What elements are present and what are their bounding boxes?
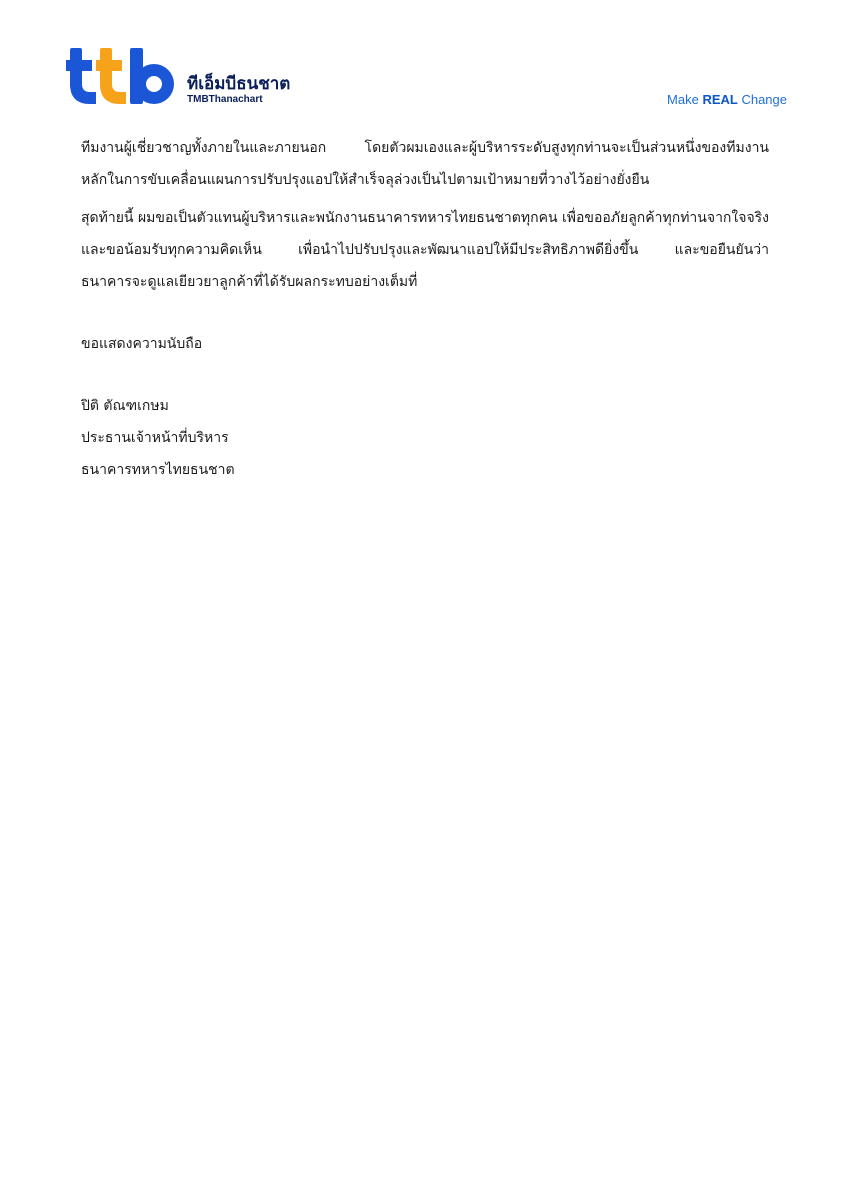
- paragraph-1: [81, 132, 769, 196]
- tagline-suffix: Change: [737, 92, 787, 107]
- letterhead: [0, 0, 849, 120]
- closing-salutation: [81, 328, 769, 360]
- letter-body: [81, 132, 769, 486]
- paragraph-1-line-2: หลักในการขับเคลื่อนแผนการปรับปรุงแอปให้สำเร็จลุล่วงเป็นไปตามเป้าหมายที่วางไว้อย่างยั่งยืน: [81, 172, 650, 188]
- tagline-prefix: Make: [667, 92, 703, 107]
- brand-name-english: TMBThanachart: [187, 94, 263, 105]
- signatory-title: ประธานเจ้าหน้าที่บริหาร: [81, 430, 229, 446]
- brand-name-thai: ทีเอ็มบีธนชาต: [187, 74, 291, 94]
- signature-block: [81, 390, 769, 486]
- paragraph-2-line-2: และขอน้อมรับทุกความคิดเห็น เพื่อนำไปปรับปรุงและพัฒนาแอปให้มีประสิทธิภาพดียิ่งขึ้น และขอยืนยันว่า: [81, 242, 769, 258]
- tagline: [667, 92, 787, 107]
- tagline-emphasis: REAL: [702, 92, 738, 107]
- closing-text: ขอแสดงความนับถือ: [81, 336, 203, 352]
- signatory-organization: ธนาคารทหารไทยธนชาต: [81, 462, 235, 478]
- brand-name: [187, 74, 290, 106]
- paragraph-2-line-1: สุดท้ายนี้ ผมขอเป็นตัวแทนผู้บริหารและพนักงานธนาคารทหารไทยธนชาตทุกคน เพื่อขออภัยลูกค้าทุกท่านจากใจจริง: [81, 210, 769, 226]
- signatory-name: ปิติ ตัณฑเกษม: [81, 398, 169, 414]
- ttb-logo-icon: [66, 48, 178, 106]
- paragraph-2-line-3: ธนาคารจะดูแลเยียวยาลูกค้าที่ได้รับผลกระทบอย่างเต็มที่: [81, 274, 418, 290]
- paragraph-1-line-1: ทีมงานผู้เชี่ยวชาญทั้งภายในและภายนอก โดยตัวผมเองและผู้บริหารระดับสูงทุกท่านจะเป็นส่วนหนึ่งของทีมงาน: [81, 140, 769, 156]
- paragraph-2: [81, 202, 769, 298]
